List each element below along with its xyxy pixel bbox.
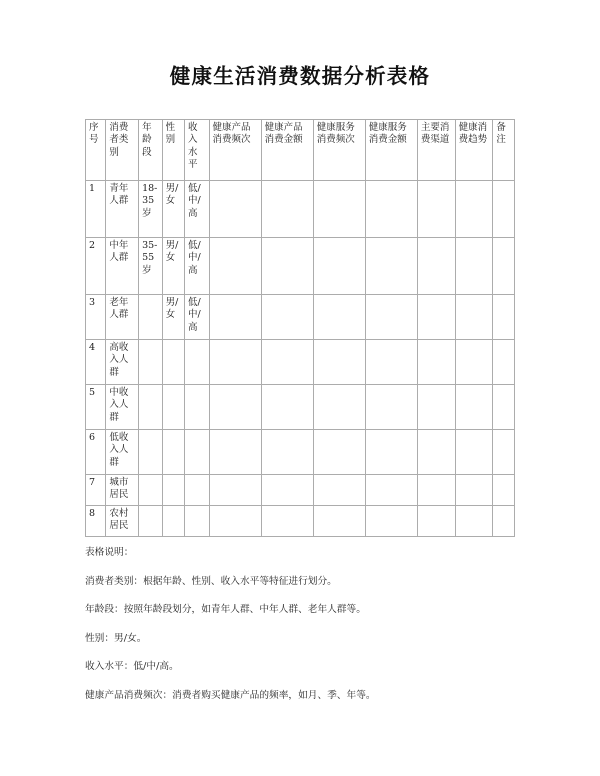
cell-service-amount — [365, 294, 417, 339]
cell-product-amount — [261, 384, 313, 429]
cell-product-freq — [209, 505, 261, 536]
cell-product-freq — [209, 429, 261, 474]
cell-product-freq — [209, 180, 261, 237]
cell-note — [493, 505, 515, 536]
cell-service-amount — [365, 505, 417, 536]
column-header-category: 消费者类别 — [106, 119, 139, 180]
column-header-product-freq: 健康产品消费频次 — [209, 119, 261, 180]
note-income-level: 收入水平：低/中/高。 — [85, 661, 179, 673]
cell-income — [185, 384, 210, 429]
cell-product-freq — [209, 474, 261, 505]
cell-category: 老年人群 — [106, 294, 139, 339]
cell-channel — [417, 180, 455, 237]
cell-product-amount — [261, 180, 313, 237]
table-row — [86, 180, 515, 237]
cell-product-freq — [209, 294, 261, 339]
cell-category: 农村居民 — [106, 505, 139, 536]
cell-trend — [455, 474, 493, 505]
cell-note — [493, 429, 515, 474]
table-row — [86, 505, 515, 536]
column-header-trend: 健康消费趋势 — [455, 119, 493, 180]
cell-gender — [162, 339, 184, 384]
cell-service-amount — [365, 237, 417, 294]
column-header-note: 备注 — [493, 119, 515, 180]
cell-product-freq — [209, 339, 261, 384]
table-body — [86, 180, 515, 536]
cell-service-freq — [313, 384, 365, 429]
column-header-gender: 性别 — [162, 119, 184, 180]
cell-income: 低/中/高 — [185, 237, 210, 294]
cell-note — [493, 237, 515, 294]
cell-channel — [417, 505, 455, 536]
consumption-data-table — [85, 119, 515, 537]
cell-gender: 男/女 — [162, 294, 184, 339]
cell-service-amount — [365, 180, 417, 237]
cell-service-freq — [313, 429, 365, 474]
cell-category: 中收入人群 — [106, 384, 139, 429]
cell-product-amount — [261, 294, 313, 339]
cell-gender — [162, 505, 184, 536]
cell-service-freq — [313, 339, 365, 384]
column-header-age: 年龄段 — [139, 119, 162, 180]
column-header-channel: 主要消费渠道 — [417, 119, 455, 180]
note-age-group: 年龄段：按照年龄段划分，如青年人群、中年人群、老年人群等。 — [85, 604, 366, 616]
cell-channel — [417, 339, 455, 384]
table-row — [86, 237, 515, 294]
cell-category: 城市居民 — [106, 474, 139, 505]
cell-gender: 男/女 — [162, 180, 184, 237]
note-product-freq: 健康产品消费频次：消费者购买健康产品的频率，如月、季、年等。 — [85, 689, 376, 701]
cell-note — [493, 180, 515, 237]
cell-channel — [417, 294, 455, 339]
cell-age — [139, 384, 162, 429]
cell-age — [139, 474, 162, 505]
cell-service-freq — [313, 474, 365, 505]
cell-product-freq — [209, 237, 261, 294]
cell-category: 中年人群 — [106, 237, 139, 294]
cell-index: 1 — [86, 180, 106, 237]
cell-trend — [455, 294, 493, 339]
table-row — [86, 339, 515, 384]
column-header-index: 序号 — [86, 119, 106, 180]
cell-age — [139, 505, 162, 536]
note-consumer-type: 消费者类别：根据年龄、性别、收入水平等特征进行划分。 — [85, 575, 337, 587]
table-row — [86, 384, 515, 429]
cell-channel — [417, 237, 455, 294]
cell-gender — [162, 384, 184, 429]
cell-index: 2 — [86, 237, 106, 294]
cell-income — [185, 474, 210, 505]
cell-trend — [455, 384, 493, 429]
cell-category: 高收入人群 — [106, 339, 139, 384]
cell-gender: 男/女 — [162, 237, 184, 294]
cell-index: 5 — [86, 384, 106, 429]
cell-income: 低/中/高 — [185, 180, 210, 237]
cell-category: 青年人群 — [106, 180, 139, 237]
cell-product-amount — [261, 505, 313, 536]
cell-service-freq — [313, 237, 365, 294]
cell-note — [493, 294, 515, 339]
table-container — [85, 89, 515, 537]
cell-index: 3 — [86, 294, 106, 339]
cell-trend — [455, 429, 493, 474]
cell-index: 6 — [86, 429, 106, 474]
table-header-row — [86, 119, 515, 180]
cell-trend — [455, 180, 493, 237]
cell-note — [493, 384, 515, 429]
cell-trend — [455, 237, 493, 294]
cell-service-amount — [365, 384, 417, 429]
cell-income — [185, 339, 210, 384]
cell-channel — [417, 429, 455, 474]
cell-income — [185, 505, 210, 536]
cell-age — [139, 339, 162, 384]
notes-heading: 表格说明： — [85, 546, 134, 558]
cell-index: 4 — [86, 339, 106, 384]
cell-age — [139, 294, 162, 339]
cell-note — [493, 339, 515, 384]
cell-product-amount — [261, 474, 313, 505]
table-row — [86, 474, 515, 505]
table-row — [86, 429, 515, 474]
cell-service-amount — [365, 474, 417, 505]
cell-age: 35-55岁 — [139, 237, 162, 294]
cell-product-amount — [261, 339, 313, 384]
cell-income — [185, 429, 210, 474]
cell-trend — [455, 505, 493, 536]
cell-product-amount — [261, 237, 313, 294]
cell-age: 18-35岁 — [139, 180, 162, 237]
column-header-income: 收入水平 — [185, 119, 210, 180]
table-notes-section — [85, 537, 515, 703]
cell-gender — [162, 474, 184, 505]
cell-channel — [417, 474, 455, 505]
cell-index: 7 — [86, 474, 106, 505]
cell-index: 8 — [86, 505, 106, 536]
cell-service-freq — [313, 180, 365, 237]
cell-trend — [455, 339, 493, 384]
cell-gender — [162, 429, 184, 474]
cell-income: 低/中/高 — [185, 294, 210, 339]
column-header-service-amount: 健康服务消费金额 — [365, 119, 417, 180]
cell-service-amount — [365, 429, 417, 474]
cell-service-amount — [365, 339, 417, 384]
cell-note — [493, 474, 515, 505]
page-title: 健康生活消费数据分析表格 — [169, 64, 431, 88]
cell-age — [139, 429, 162, 474]
table-header — [86, 119, 515, 180]
cell-product-amount — [261, 429, 313, 474]
note-gender: 性别：男/女。 — [85, 632, 147, 644]
cell-service-freq — [313, 294, 365, 339]
cell-channel — [417, 384, 455, 429]
cell-category: 低收入人群 — [106, 429, 139, 474]
column-header-product-amount: 健康产品消费金额 — [261, 119, 313, 180]
column-header-service-freq: 健康服务消费频次 — [313, 119, 365, 180]
cell-product-freq — [209, 384, 261, 429]
cell-service-freq — [313, 505, 365, 536]
table-row — [86, 294, 515, 339]
